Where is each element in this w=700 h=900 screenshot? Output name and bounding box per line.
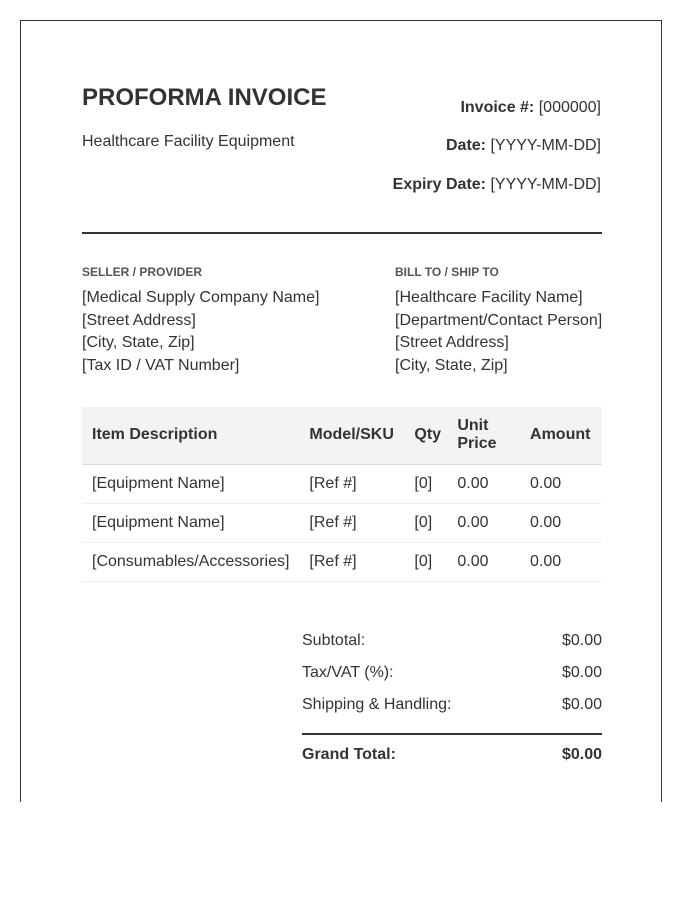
subtotal-value: $0.00 (561, 632, 602, 649)
header-divider (82, 232, 602, 234)
header-unit-price-line2: Price (457, 435, 497, 453)
seller-line: [City, State, Zip] (82, 334, 195, 351)
subtotal-label: Subtotal: (302, 632, 366, 649)
table-row (82, 503, 602, 542)
cell-description: [Equipment Name] (82, 464, 299, 503)
header-model-sku: Model/SKU (299, 407, 404, 464)
cell-amount: 0.00 (520, 503, 602, 542)
invoice-page (20, 20, 662, 802)
invoice-title: PROFORMA INVOICE (82, 84, 327, 111)
tax-row (302, 657, 602, 689)
invoice-number (460, 99, 601, 117)
cell-qty: [0] (404, 542, 449, 581)
seller-line: [Tax ID / VAT Number] (82, 356, 240, 374)
cell-description: [Equipment Name] (82, 503, 299, 542)
header-amount: Amount (520, 407, 602, 464)
subtotal-row (302, 625, 602, 657)
cell-qty: [0] (404, 464, 449, 503)
tax-value: $0.00 (561, 664, 602, 681)
items-table (82, 407, 602, 582)
invoice-subtitle: Healthcare Facility Equipment (82, 133, 295, 150)
invoice-date-value: [YYYY-MM-DD] (490, 137, 601, 154)
tax-label: Tax/VAT (%): (302, 664, 394, 681)
cell-unit-price: 0.00 (449, 503, 520, 542)
cell-amount: 0.00 (520, 542, 602, 581)
cell-model: [Ref #] (299, 464, 404, 503)
invoice-number-value: [000000] (538, 99, 601, 116)
table-row (82, 464, 602, 503)
cell-unit-price: 0.00 (449, 542, 520, 581)
header-unit-price (449, 407, 520, 464)
items-header-row (82, 407, 602, 464)
cell-qty: [0] (404, 503, 449, 542)
bill-to-line: [Department/Contact Person] (395, 311, 603, 329)
shipping-value: $0.00 (561, 696, 602, 713)
header-qty: Qty (404, 407, 449, 464)
invoice-expiry-label: Expiry Date: (392, 176, 487, 193)
grand-total-value: $0.00 (561, 746, 602, 763)
invoice-date (446, 137, 601, 155)
table-row (82, 542, 602, 581)
cell-model: [Ref #] (299, 503, 404, 542)
bill-to-line: [City, State, Zip] (395, 356, 508, 374)
seller-line: [Street Address] (82, 311, 196, 329)
bill-to-line: [Healthcare Facility Name] (395, 289, 583, 306)
seller-heading: SELLER / PROVIDER (82, 265, 203, 279)
invoice-number-label: Invoice #: (460, 99, 535, 116)
bill-to-block (395, 265, 602, 377)
invoice-date-label: Date: (446, 137, 487, 154)
cell-amount: 0.00 (520, 464, 602, 503)
cell-model: [Ref #] (299, 542, 404, 581)
bill-to-line: [Street Address] (395, 334, 509, 351)
shipping-row (302, 689, 602, 721)
invoice-expiry-date (393, 176, 601, 194)
cell-unit-price: 0.00 (449, 464, 520, 503)
invoice-expiry-value: [YYYY-MM-DD] (490, 176, 601, 193)
shipping-label: Shipping & Handling: (302, 696, 452, 713)
cell-description: [Consumables/Accessories] (82, 542, 299, 581)
totals-block (302, 625, 602, 769)
header-item-description: Item Description (82, 407, 299, 464)
grand-total-row (302, 733, 602, 769)
seller-block (82, 265, 319, 377)
header-unit-price-line1: Unit (457, 417, 489, 435)
bill-to-heading: BILL TO / SHIP TO (395, 265, 499, 279)
grand-total-label: Grand Total: (302, 746, 396, 763)
seller-line: [Medical Supply Company Name] (82, 289, 320, 306)
